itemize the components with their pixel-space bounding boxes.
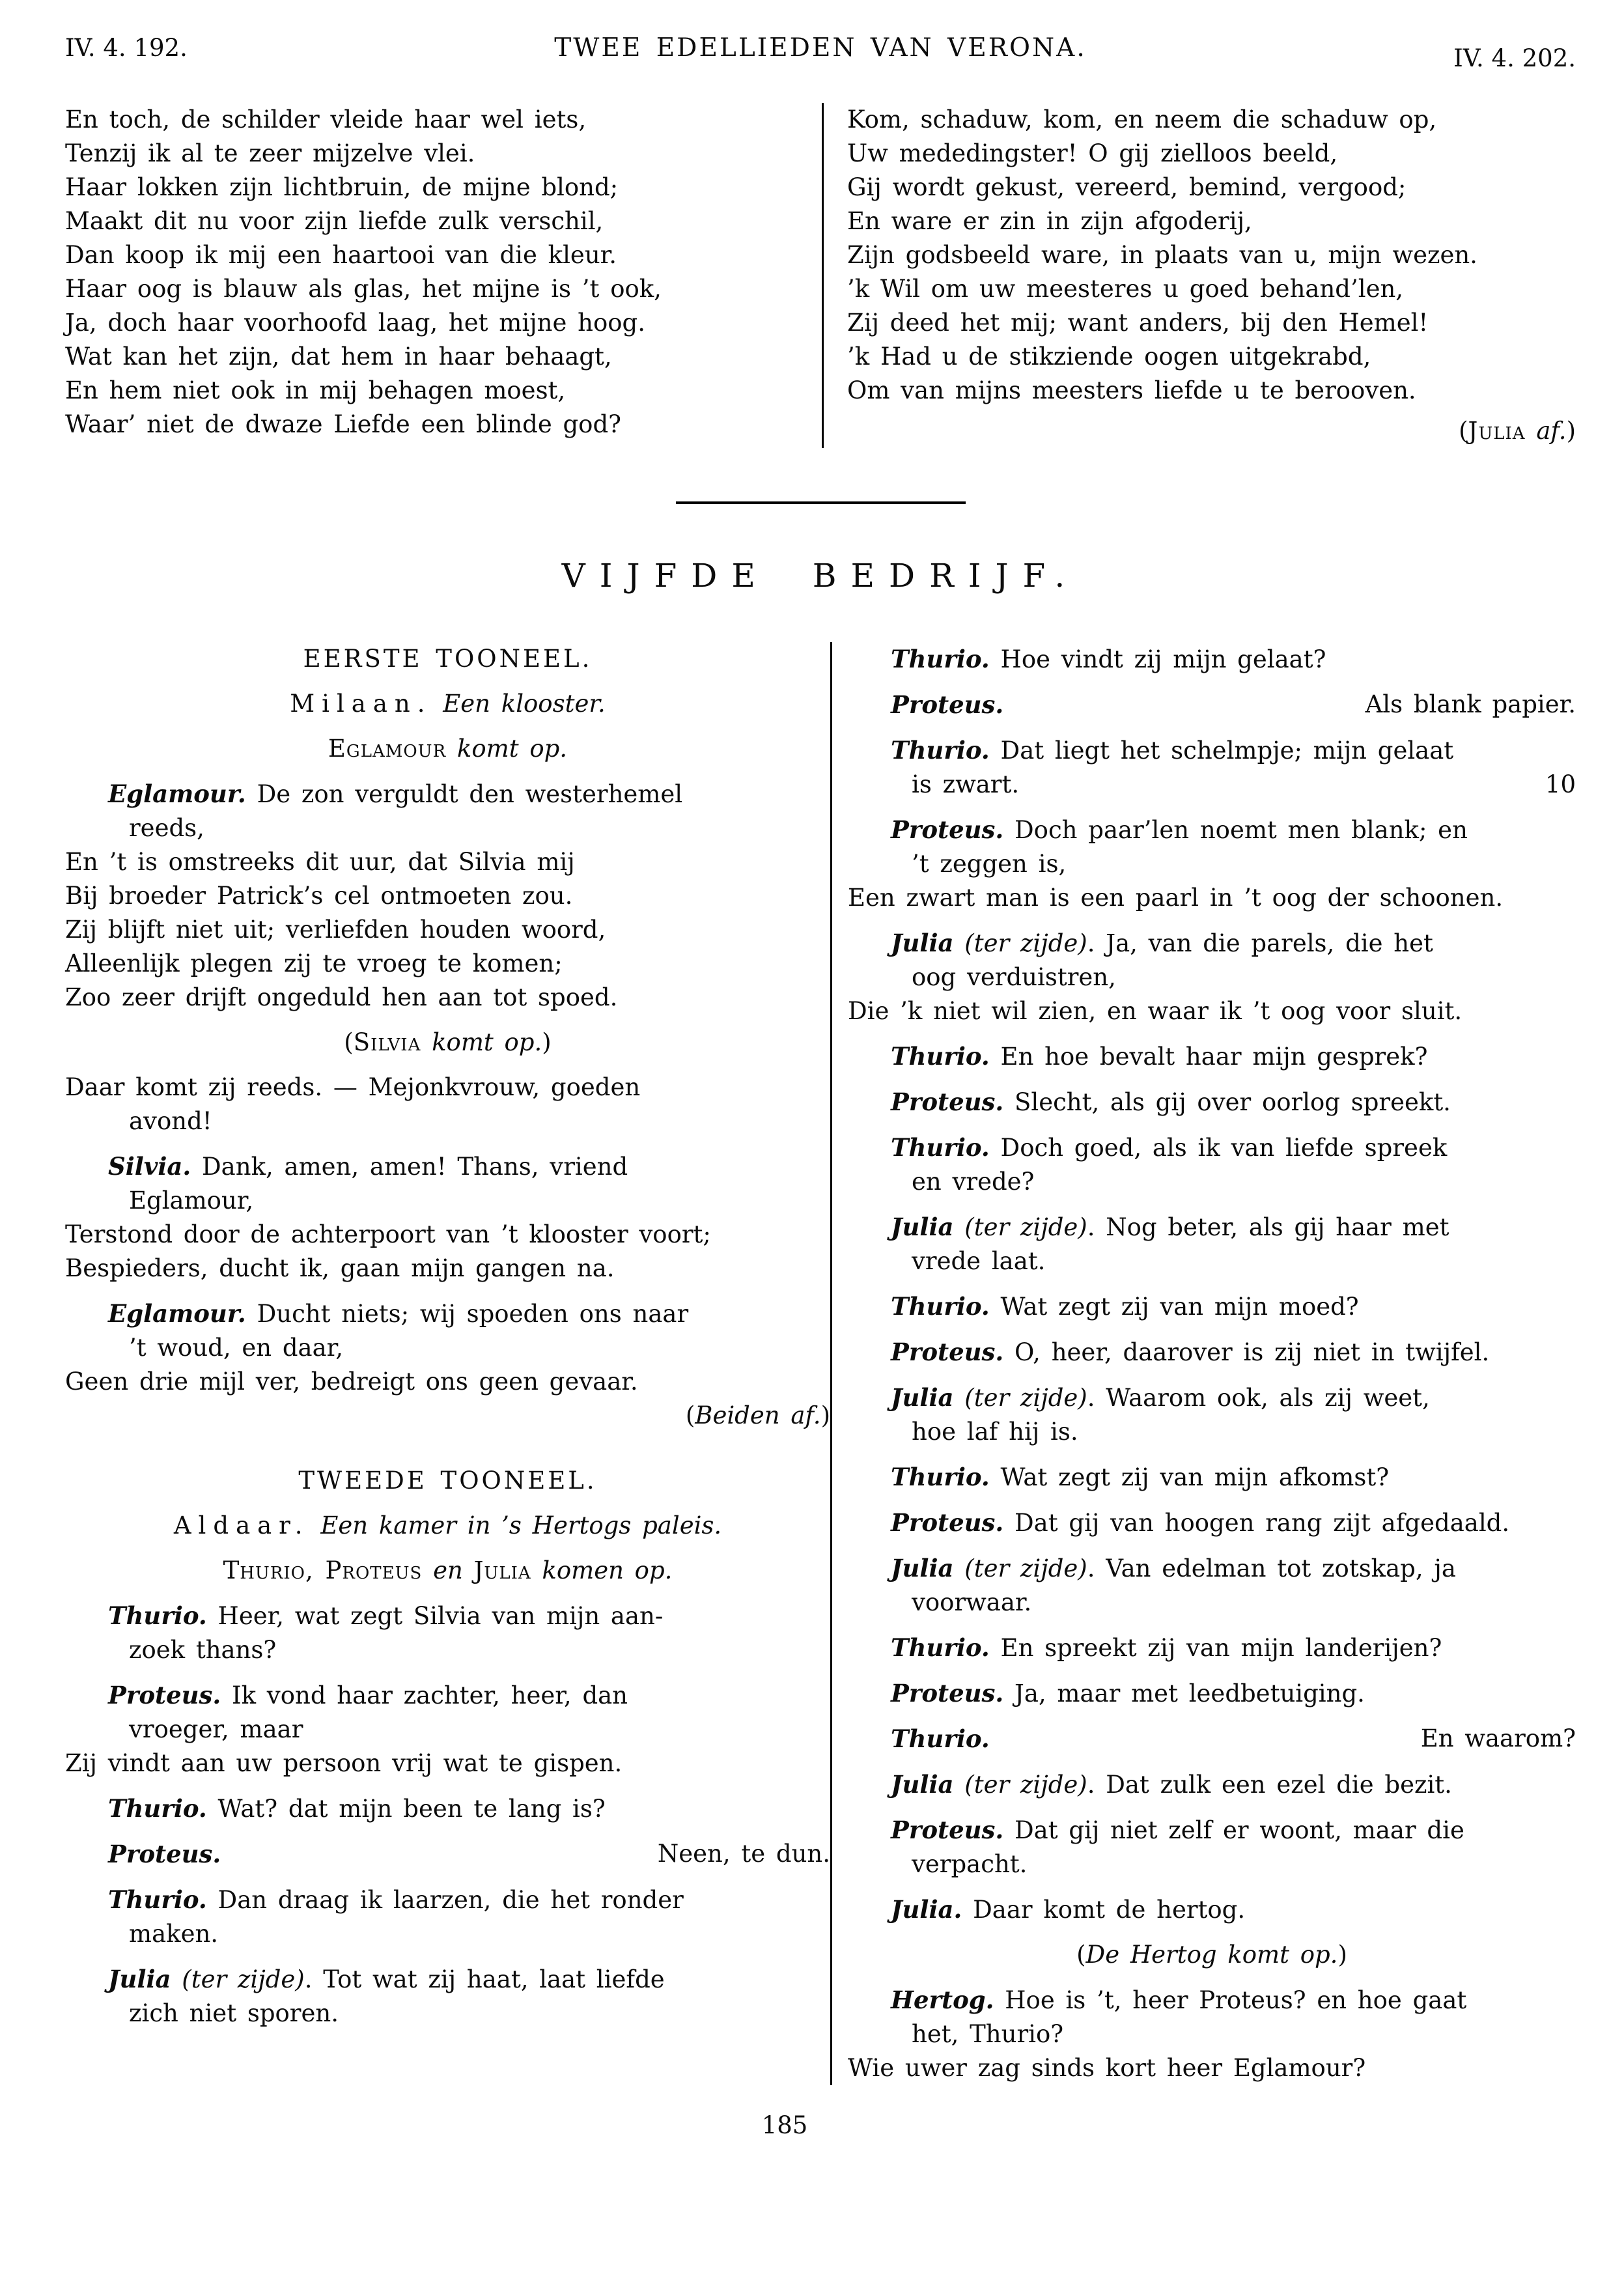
text-line [848, 1676, 1576, 1711]
header-signature-right: IV. 4. 202. [1453, 44, 1576, 72]
text-segment [954, 1771, 965, 1799]
text-line [848, 1767, 1576, 1802]
text-line [847, 374, 1576, 408]
text-segment: Terstond door de achterpoort van ’t klooster voort; [65, 1220, 711, 1248]
text-line [848, 642, 1576, 677]
text-line [65, 777, 830, 811]
text-segment: Julia [473, 1556, 531, 1584]
text-segment: hoe laf hij is. [912, 1418, 1078, 1446]
text-segment: ’k Had u de stikziende oogen uitgekrabd, [847, 343, 1371, 371]
text-segment: O, heer, daarover is zij niet in twijfel. [1003, 1338, 1490, 1366]
text-segment: Proteus. [891, 1088, 1004, 1116]
text-segment: En hem niet ook in mij behagen moest, [65, 376, 566, 404]
text-segment: Wat zegt zij van mijn afkomst? [989, 1463, 1390, 1491]
text-segment: Doch goed, als ik van liefde spreek [989, 1134, 1448, 1162]
text-line [65, 171, 822, 204]
text-segment: De Hertog komt op. [1085, 1941, 1338, 1969]
text-segment: ( [1459, 417, 1468, 445]
text-segment: Een kamer in ’s Hertogs paleis. [320, 1511, 722, 1539]
text-segment: Maakt dit nu voor zijn liefde zulk verschil, [65, 207, 604, 235]
text-segment: voorwaar. [912, 1588, 1032, 1616]
text-segment: Proteus. [891, 690, 1004, 719]
text-segment: Slecht, als gij over oorlog spreekt. [1003, 1088, 1451, 1116]
text-segment: Julia [891, 1213, 954, 1241]
header-signature-left: IV. 4. 192. [65, 34, 188, 62]
text-line [65, 1026, 830, 1060]
text-segment: Beiden af. [695, 1401, 821, 1429]
text-segment: Heer, wat zegt Silvia van mijn aan- [206, 1602, 664, 1630]
text-line [65, 1464, 830, 1498]
text-segment: En spreekt zij van mijn landerijen? [989, 1634, 1442, 1662]
text-line [65, 103, 822, 137]
text-segment: Thurio. [891, 645, 990, 673]
text-line [65, 1633, 830, 1667]
text-segment [954, 1213, 965, 1241]
text-segment: komen op. [531, 1556, 673, 1584]
text-line [65, 811, 830, 845]
text-segment: EERSTE TOONEEL. [303, 645, 593, 673]
text-segment: (ter zijde) [964, 929, 1087, 957]
text-segment: (ter zijde) [964, 1213, 1087, 1241]
text-line [65, 137, 822, 171]
text-segment: Ik vond haar zachter, heer, dan [221, 1681, 628, 1709]
text-line [65, 1997, 830, 2030]
text-segment: af. [1525, 417, 1567, 445]
top-verse-section [65, 103, 1576, 448]
text-segment: (ter zijde) [964, 1771, 1087, 1799]
text-segment: vrede laat. [912, 1247, 1046, 1275]
text-segment [954, 929, 965, 957]
page-number: 185 [761, 2111, 808, 2139]
text-line [848, 1085, 1576, 1119]
text-line [65, 1962, 830, 1997]
text-segment [432, 690, 443, 718]
page-header [65, 34, 1576, 73]
text-segment: Zij blijft niet uit; verliefden houden woord, [65, 916, 606, 944]
text-segment: ’t woud, en daar, [129, 1334, 344, 1362]
text-line [65, 238, 822, 272]
text-segment: Julia [891, 1383, 954, 1412]
text-segment: (ter zijde) [964, 1554, 1087, 1582]
text-line [848, 881, 1576, 915]
text-segment: De zon verguldt den westerhemel [245, 780, 683, 808]
text-segment: Haar lokken zijn lichtbruin, de mijne blond; [65, 173, 619, 201]
text-segment: Hoe is ’t, heer Proteus? en hoe gaat [994, 1986, 1467, 2014]
text-line [848, 688, 1576, 722]
text-line [65, 1917, 830, 1951]
text-segment: is zwart. [912, 770, 1020, 798]
text-line [848, 926, 1576, 961]
text-segment: Eglamour [328, 735, 447, 763]
text-line [847, 340, 1576, 374]
text-segment: het, Thurio? [912, 2020, 1064, 2048]
text-line [65, 687, 830, 721]
text-line [65, 1297, 830, 1331]
text-line [65, 1399, 830, 1433]
text-segment: Dat liegt het schelmpje; mijn gelaat [989, 737, 1454, 765]
text-segment: 10 [1545, 770, 1576, 798]
text-segment: Thurio. [891, 1633, 990, 1662]
text-segment: zich niet sporen. [129, 1999, 339, 2027]
text-segment: En ware er zin in zijn afgoderij, [847, 207, 1252, 235]
text-segment: Julia [108, 1965, 171, 1993]
text-segment: Proteus. [108, 1840, 221, 1868]
running-title: TWEE EDELLIEDEN VAN VERONA. [554, 33, 1087, 63]
text-line [65, 1678, 830, 1713]
text-line [65, 947, 830, 981]
text-segment: ) [1566, 417, 1576, 445]
text-line [65, 913, 830, 947]
text-segment: En toch, de schilder vleide haar wel iets, [65, 105, 587, 133]
text-line [65, 204, 822, 238]
text-segment [954, 1384, 965, 1412]
text-segment: Hertog. [891, 1986, 994, 2014]
text-segment: Proteus. [891, 1679, 1004, 1707]
text-line [848, 768, 1576, 802]
text-segment: . Ja, van die parels, die het [1087, 929, 1433, 957]
main-text-section [65, 642, 1576, 2085]
text-line [848, 1722, 1576, 1756]
act-title: VIJFDE BEDRIJF. [561, 557, 1080, 595]
text-segment: Een klooster. [443, 690, 606, 718]
text-line [848, 1506, 1576, 1540]
text-segment: TWEEDE TOONEEL. [298, 1467, 597, 1495]
top-verse-column-left [65, 103, 822, 448]
text-segment: Thurio. [891, 1292, 990, 1321]
text-line [65, 879, 830, 913]
text-line [848, 1381, 1576, 1415]
text-segment: avond! [129, 1107, 212, 1135]
text-segment: (ter zijde) [964, 1384, 1087, 1412]
text-segment: (ter zijde) [182, 1965, 305, 1993]
text-line [847, 137, 1576, 171]
text-line [65, 408, 822, 442]
text-segment: Julia [891, 1770, 954, 1799]
text-segment: en vrede? [912, 1168, 1035, 1196]
text-line [65, 272, 822, 306]
text-column-right [832, 642, 1576, 2085]
text-segment: Silvia [353, 1028, 421, 1056]
text-segment: En waarom? [1420, 1724, 1576, 1752]
text-segment [171, 1965, 182, 1993]
text-line [65, 1713, 830, 1747]
text-line [65, 1554, 830, 1588]
text-segment: Thurio. [891, 1133, 990, 1162]
text-segment: Wat zegt zij van mijn moed? [989, 1293, 1359, 1321]
text-segment: ’t zeggen is, [912, 850, 1067, 878]
text-line [65, 1599, 830, 1633]
text-segment: ( [344, 1028, 354, 1056]
text-line [847, 272, 1576, 306]
text-line [65, 1104, 830, 1138]
text-line [848, 1938, 1576, 1972]
text-segment: Zij vindt aan uw persoon vrij wat te gispen. [65, 1749, 623, 1777]
text-line [848, 847, 1576, 881]
text-segment: . Tot wat zij haat, laat liefde [304, 1965, 665, 1993]
text-segment: Geen drie mijl ver, bedreigt ons geen gevaar. [65, 1368, 638, 1396]
text-segment: ) [820, 1401, 830, 1429]
text-segment: Proteus. [891, 1338, 1004, 1366]
text-line [65, 1184, 830, 1218]
text-line [65, 1252, 830, 1286]
text-segment: Thurio. [891, 1463, 990, 1491]
text-segment: Kom, schaduw, kom, en neem die schaduw op, [847, 105, 1437, 133]
text-segment: Daar komt de hertog. [962, 1896, 1246, 1924]
text-line [847, 414, 1576, 448]
text-segment [954, 1554, 965, 1582]
text-line [848, 994, 1576, 1028]
text-segment: Wat? dat mijn been te lang is? [206, 1795, 606, 1823]
text-segment: oog verduistren, [912, 963, 1116, 991]
text-line [848, 1335, 1576, 1370]
text-line [848, 1244, 1576, 1278]
text-line [848, 1039, 1576, 1074]
text-segment: Dan koop ik mij een haartooi van die kleur. [65, 241, 617, 269]
text-segment: Thurio, Proteus [223, 1556, 423, 1584]
text-segment: ( [1076, 1941, 1086, 1969]
text-segment: ( [685, 1401, 695, 1429]
text-segment: verpacht. [912, 1850, 1028, 1878]
text-line [65, 981, 830, 1015]
text-line [65, 1883, 830, 1917]
text-segment: Dank, amen, amen! Thans, vriend [191, 1153, 628, 1181]
text-line [848, 1460, 1576, 1495]
text-line [848, 1415, 1576, 1449]
text-line [65, 1071, 830, 1104]
text-line [847, 238, 1576, 272]
text-segment: maken. [129, 1920, 219, 1948]
text-segment: Eglamour, [129, 1187, 254, 1215]
text-segment: . Nog beter, als gij haar met [1087, 1213, 1449, 1241]
text-segment: En hoe bevalt haar mijn gesprek? [989, 1043, 1428, 1071]
text-segment: Daar komt zij reeds. — Mejonkvrouw, goeden [65, 1073, 641, 1101]
text-segment: Ducht niets; wij spoeden ons naar [245, 1300, 689, 1328]
text-segment: Aldaar. [173, 1511, 310, 1539]
text-segment: Zijn godsbeeld ware, in plaats van u, mijn wezen. [847, 241, 1477, 269]
text-segment: Thurio. [108, 1601, 207, 1630]
text-line [847, 103, 1576, 137]
text-segment: . Dat zulk een ezel die bezit. [1087, 1771, 1452, 1799]
text-segment: . Waarom ook, als zij weet, [1087, 1384, 1430, 1412]
text-line [65, 1365, 830, 1399]
text-column-left [65, 642, 830, 2085]
text-line [848, 733, 1576, 768]
text-segment: En ’t is omstreeks dit uur, dat Silvia mij [65, 848, 575, 876]
text-line [65, 1149, 830, 1184]
text-segment: Neen, te dun. [657, 1840, 830, 1868]
text-line [65, 1331, 830, 1365]
text-segment: Dat gij niet zelf er woont, maar die [1003, 1816, 1464, 1844]
text-segment: Proteus. [108, 1681, 221, 1709]
text-line [848, 1631, 1576, 1665]
text-segment: komt op. [421, 1028, 542, 1056]
text-line [65, 1791, 830, 1826]
text-line [848, 961, 1576, 994]
text-segment: Proteus. [891, 1508, 1004, 1537]
text-line [65, 1747, 830, 1780]
text-segment: Hoe vindt zij mijn gelaat? [989, 645, 1326, 673]
text-segment: Wie uwer zag sinds kort heer Eglamour? [848, 2054, 1366, 2082]
text-line [848, 813, 1576, 847]
text-line [848, 1847, 1576, 1881]
text-segment: Tenzij ik al te zeer mijzelve vlei. [65, 139, 475, 167]
text-line [65, 306, 822, 340]
text-line [847, 306, 1576, 340]
text-segment: Ja, maar met leedbetuiging. [1003, 1679, 1365, 1707]
text-line [65, 1509, 830, 1543]
text-line [848, 1892, 1576, 1927]
text-segment: reeds, [129, 814, 204, 842]
text-segment: Julia [1468, 417, 1526, 445]
text-segment: Julia [891, 929, 954, 957]
section-rule [676, 501, 966, 504]
text-segment: Die ’k niet wil zien, en waar ik ’t oog voor sluit. [848, 997, 1463, 1025]
text-segment: Dan draag ik laarzen, die het ronder [206, 1886, 684, 1914]
text-line [847, 171, 1576, 204]
text-segment: Eglamour. [108, 780, 246, 808]
text-segment: Thurio. [108, 1885, 207, 1914]
text-segment: Dat gij van hoogen rang zijt afgedaald. [1003, 1509, 1510, 1537]
text-segment: Ja, doch haar voorhoofd laag, het mijne hoog. [65, 309, 645, 337]
text-line [848, 2051, 1576, 2085]
text-line [65, 845, 830, 879]
text-segment: Bij broeder Patrick’s cel ontmoeten zou. [65, 882, 573, 910]
text-segment: Thurio. [891, 1724, 990, 1753]
text-line [848, 1165, 1576, 1199]
text-segment: ) [542, 1028, 552, 1056]
text-line [848, 1551, 1576, 1586]
text-segment: vroeger, maar [129, 1715, 303, 1743]
text-line [65, 732, 830, 766]
top-verse-column-right [824, 103, 1576, 448]
text-segment: Thurio. [891, 736, 990, 765]
text-segment: Om van mijns meesters liefde u te berooven. [847, 376, 1416, 404]
text-segment: zoek thans? [129, 1636, 277, 1664]
text-line [848, 1586, 1576, 1620]
text-segment: en [422, 1556, 474, 1584]
text-segment: Proteus. [891, 1816, 1004, 1844]
text-segment: Uw mededingster! O gij zielloos beeld, [847, 139, 1338, 167]
text-segment: Milaan. [290, 690, 432, 718]
text-line [65, 1837, 830, 1872]
text-line [65, 1218, 830, 1252]
text-line [848, 1289, 1576, 1324]
text-segment: Gij wordt gekust, vereerd, bemind, vergood; [847, 173, 1407, 201]
text-segment: Thurio. [891, 1042, 990, 1071]
text-segment: komt op. [446, 735, 568, 763]
text-segment: Julia. [891, 1895, 962, 1924]
text-line [848, 1983, 1576, 2017]
text-line [65, 642, 830, 676]
text-segment: Als blank papier. [1365, 690, 1576, 718]
text-line [848, 1131, 1576, 1165]
text-segment: Eglamour. [108, 1299, 246, 1328]
text-segment: Een zwart man is een paarl in ’t oog der schoonen. [848, 884, 1504, 912]
text-line [65, 340, 822, 374]
text-line [848, 1813, 1576, 1847]
text-line [65, 374, 822, 408]
text-segment: Thurio. [108, 1794, 207, 1823]
text-segment: Wat kan het zijn, dat hem in haar behaagt, [65, 343, 612, 371]
text-segment: Zij deed het mij; want anders, bij den Hemel! [847, 309, 1429, 337]
text-segment: Silvia. [108, 1152, 191, 1181]
text-segment: Julia [891, 1554, 954, 1582]
text-segment: Alleenlijk plegen zij te vroeg te komen; [65, 949, 563, 977]
text-segment: ’k Wil om uw meesteres u goed behand’len, [847, 275, 1404, 303]
text-segment: Zoo zeer drijft ongeduld hen aan tot spoed. [65, 983, 618, 1011]
text-segment: Waar’ niet de dwaze Liefde een blinde god? [65, 410, 621, 438]
text-segment: . Van edelman tot zotskap, ja [1087, 1554, 1456, 1582]
text-segment: Doch paar’len noemt men blank; en [1003, 816, 1468, 844]
text-line [848, 2017, 1576, 2051]
text-segment: Bespieders, ducht ik, gaan mijn gangen na. [65, 1254, 615, 1282]
text-segment: ) [1337, 1941, 1347, 1969]
text-line [848, 1210, 1576, 1244]
text-line [847, 204, 1576, 238]
text-segment: Haar oog is blauw als glas, het mijne is ’t ook, [65, 275, 662, 303]
text-segment [310, 1511, 321, 1539]
text-segment: Proteus. [891, 815, 1004, 844]
